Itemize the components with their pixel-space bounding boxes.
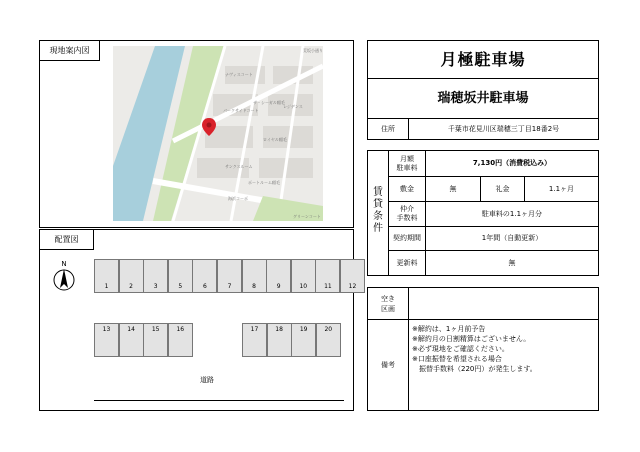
parking-slot-number: 9 [276,283,281,290]
parking-slot-number: 1 [104,283,109,290]
address-label: 住所 [368,119,409,139]
parking-row-top [94,259,357,295]
parking-slot-number: 13 [102,326,111,333]
parking-slot-number: 19 [299,326,308,333]
map-label: ナヴィスコート [225,72,253,77]
parking-slot-number: 16 [176,326,185,333]
map-label: 海浜コーポ [228,196,248,201]
parking-slot [266,259,291,293]
map-label: ポートルーム稲毛 [248,180,280,185]
deposit-row [389,177,598,202]
rental-terms-table [367,150,599,276]
north-arrow-icon [52,258,76,294]
parking-slot [119,323,144,357]
parking-slot [143,323,168,357]
location-map-panel [39,40,354,228]
parking-slot [94,323,119,357]
address-row [367,118,599,140]
monthly-fee-label: 月額 駐車料 [389,151,426,176]
map-label: パークサイドコート [223,108,259,113]
title-box [367,40,599,119]
parking-slot-number: 17 [250,326,259,333]
deposit-value: 無 [426,177,481,201]
location-map-label: 現地案内図 [40,41,100,61]
layout-diagram-panel [39,229,357,411]
vacancy-label: 空き 区画 [368,288,409,320]
parking-slot [192,259,217,293]
parking-slot [119,259,144,293]
broker-fee-label: 仲介 手数料 [389,202,426,226]
broker-fee-value: 駐車料の1.1ヶ月分 [481,209,543,218]
remark-item: ※口座振替を希望される場合 [412,355,502,363]
key-money-value: 1.1ヶ月 [548,184,575,193]
map-label: サンクスルーム [225,164,253,169]
key-money-label: 礼金 [481,177,525,201]
parking-slot-number: 3 [153,283,158,290]
parking-slot [242,323,267,357]
parking-slot [316,323,341,357]
parking-slot-number: 10 [299,283,308,290]
broker-fee-row [389,202,598,227]
location-map[interactable] [113,46,323,221]
contract-period-value: 1年間（自動更新） [481,234,543,242]
remarks-list [412,324,594,374]
parking-slot-number: 7 [227,283,232,290]
parking-slot-number: 8 [252,283,256,290]
map-label: 荒坂小通り [303,48,323,53]
parking-slot [217,259,242,293]
remark-item: ※解約月の日割精算はございません。 [412,335,531,343]
parking-slot [291,323,316,357]
parking-slot [340,259,365,293]
parking-slot-number: 14 [127,326,135,333]
parking-name: 瑞穂坂井駐車場 [437,91,529,106]
road-line [94,400,344,401]
parking-slot-number: 5 [178,283,183,290]
monthly-fee-value: 7,130円（消費税込み） [472,159,552,167]
map-graphic [113,46,323,221]
parking-slot [291,259,316,293]
parking-row-bottom-left [94,323,196,359]
parking-slot-number: 11 [324,283,332,290]
parking-slot-number: 20 [324,326,333,333]
remark-item: ※必ず現地をご確認ください。 [412,345,509,353]
remarks-table [367,287,599,411]
parking-slot-number: 15 [151,326,160,333]
parking-row-bottom-right [242,323,344,359]
parking-slot [267,323,292,357]
rental-terms-side-label: 賃 貸 条 件 [368,151,389,275]
contract-period-label: 契約期間 [389,227,426,250]
page-title: 月極駐車場 [368,41,598,79]
layout-diagram-label: 配置図 [40,230,94,250]
address-value: 千葉市花見川区瑞穂三丁目18番2号 [447,125,560,133]
parking-slot [94,259,119,293]
remark-item: 振替手数料（220円）が発生します。 [412,365,537,373]
remarks-label: 備考 [368,320,409,410]
parking-slot-number: 2 [129,283,133,290]
renewal-fee-label: 更新料 [389,251,426,275]
monthly-fee-row [389,151,598,177]
parking-slot [168,323,193,357]
remark-item: ※解約は、1ヶ月前予告 [412,325,486,333]
parking-slot [168,259,193,293]
north-label: N [61,260,67,268]
parking-slot [242,259,267,293]
parking-slot-number: 12 [348,283,357,290]
renewal-fee-row [389,251,598,275]
parking-slot-number: 6 [202,283,207,290]
deposit-label: 敷金 [389,177,426,201]
parking-slot [143,259,168,293]
road-label: 道路 [200,376,214,384]
map-label: レジデンス [283,104,303,109]
parking-slot [315,259,340,293]
map-label: グリーンコート [293,214,321,219]
contract-period-row [389,227,598,251]
map-label: ザ・シーガル稲毛 [253,100,285,105]
parking-slot-number: 18 [275,326,283,333]
map-label: ロイヤル稲毛 [263,137,287,142]
renewal-fee-value: 無 [508,258,516,267]
